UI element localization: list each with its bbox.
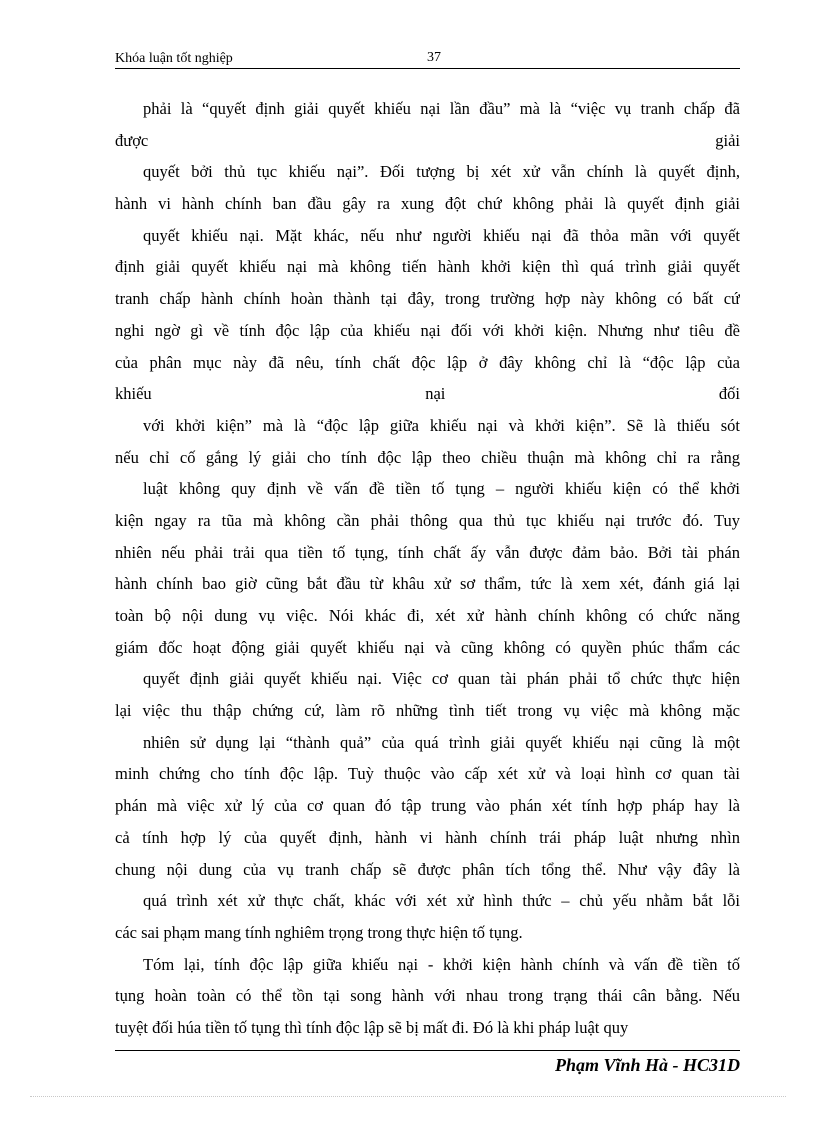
body-text xyxy=(115,93,740,1044)
text-line: tụng hoàn toàn có thể tồn tại song hành với nhau trong trạng thái cân bằng. Nếu xyxy=(115,986,740,1006)
text-line: hành vi hành chính ban đầu gây ra xung đột chứ không phải là quyết định giải xyxy=(115,194,740,214)
text-line: kiện ngay ra tũa mà không cần phải thông qua thủ tục khiếu nại trước đó. Tuy xyxy=(115,510,740,530)
text-line: các sai phạm mang tính nghiêm trọng trong thực hiện tố tụng. xyxy=(115,922,523,942)
text-line: quá trình xét xử thực chất, khác với xét xử hình thức – chủ yếu nhằm bắt lỗi xyxy=(143,891,740,911)
text-line: với khởi kiện” mà là “độc lập giữa khiếu nại và khởi kiện”. Sẽ là thiếu sót xyxy=(143,415,740,435)
text-line: hành chính bao giờ cũng bắt đầu từ khâu xử sơ thẩm, tức là xem xét, đánh giá lại xyxy=(115,574,740,594)
text-line: phải là “quyết định giải quyết khiếu nại lần đầu” mà là “việc vụ tranh chấp đã xyxy=(143,99,740,118)
page-number: 37 xyxy=(427,50,441,65)
text-line: nghi ngờ gì về tính độc lập của khiếu nại đối với khởi kiện. Nhưng như tiêu đề xyxy=(115,320,740,340)
text-line: nhiên sử dụng lại “thành quả” của quá trình giải quyết khiếu nại cũng là một xyxy=(143,732,740,752)
text-line: toàn bộ nội dung vụ việc. Nói khác đi, xét xử hành chính không có chức năng xyxy=(115,606,740,625)
page-edge-dots xyxy=(30,1096,786,1097)
header-divider xyxy=(115,68,740,69)
text-line: nhiên nếu phải trải qua tiền tố tụng, tính chất ấy vẫn được đảm bảo. Bởi tài phán xyxy=(115,542,740,562)
text-line: quyết bởi thủ tục khiếu nại”. Đối tượng bị xét xử vẫn chính là quyết định, xyxy=(143,162,740,182)
text-line: khiếu nại đối xyxy=(115,384,740,404)
text-line: quyết định giải quyết khiếu nại. Việc cơ quan tài phán phải tổ chức thực hiện xyxy=(143,669,740,689)
header-title: Khóa luận tốt nghiệp xyxy=(115,51,233,66)
text-line: Tóm lại, tính độc lập giữa khiếu nại - khởi kiện hành chính và vấn đề tiền tố xyxy=(143,954,740,974)
text-line: cả tính hợp lý của quyết định, hành vi hành chính trái pháp luật nhưng nhìn xyxy=(115,827,740,847)
text-line: được giải xyxy=(115,130,740,150)
footer-author: Phạm Vĩnh Hà - HC31D xyxy=(554,1055,740,1075)
text-line: nếu chỉ cố gắng lý giải cho tính độc lập theo chiều thuận mà không chỉ ra rằng xyxy=(115,447,740,467)
text-line: định giải quyết khiếu nại mà không tiến hành khởi kiện thì quá trình giải quyết xyxy=(115,257,740,277)
text-line: phán mà việc xử lý của cơ quan đó tập trung vào phán xét tính hợp pháp hay là xyxy=(115,796,740,816)
text-line: luật không quy định về vấn đề tiền tố tụng – người khiếu kiện có thể khởi xyxy=(143,479,740,499)
footer-divider xyxy=(115,1050,740,1051)
text-line: chung nội dung của vụ tranh chấp sẽ được phân tích tổng thể. Như vậy đây là xyxy=(115,859,740,879)
text-line: lại việc thu thập chứng cứ, làm rõ những tình tiết trong vụ việc mà không mặc xyxy=(115,701,740,721)
text-line: của phân mục này đã nêu, tính chất độc lập ở đây không chỉ là “độc lập của xyxy=(115,352,740,372)
text-line: tranh chấp hành chính hoàn thành tại đây, trong trường hợp này không có bất cứ xyxy=(115,289,740,309)
text-line: minh chứng cho tính độc lập. Tuỳ thuộc vào cấp xét xử và loại hình cơ quan tài xyxy=(115,764,740,784)
text-line: tuyệt đối húa tiền tố tụng thì tính độc lập sẽ bị mất đi. Đó là khi pháp luật quy xyxy=(115,1017,629,1037)
text-line: quyết khiếu nại. Mặt khác, nếu như người khiếu nại đã thỏa mãn với quyết xyxy=(143,225,740,245)
text-line: giám đốc hoạt động giải quyết khiếu nại và cũng không có quyền phúc thẩm các xyxy=(115,637,740,657)
